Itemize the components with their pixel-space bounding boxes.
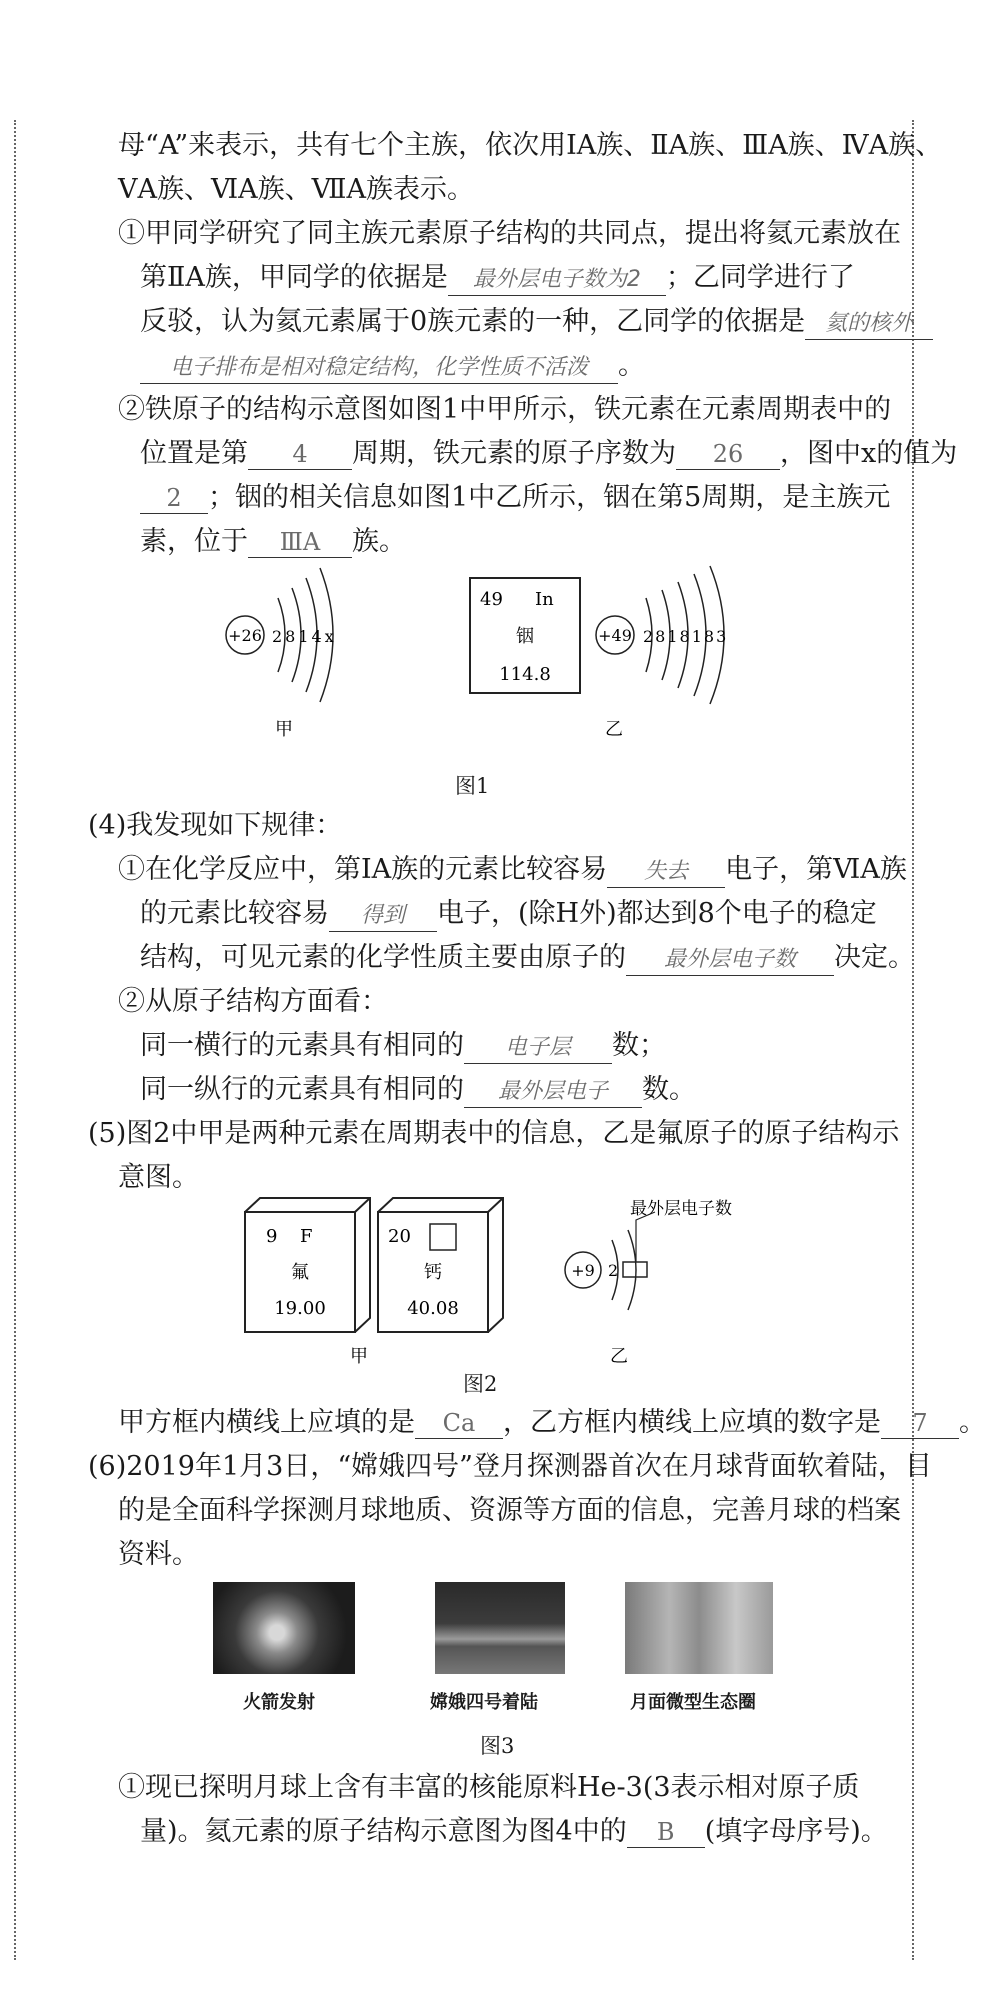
text-line	[118, 984, 388, 1020]
text-line	[88, 808, 342, 844]
text-segment: 位置是第	[140, 438, 248, 469]
handwritten-answer: 失去	[607, 857, 725, 888]
indium-number: 49	[480, 589, 503, 610]
text-line	[118, 852, 907, 888]
text-segment: 同一纵行的元素具有相同的	[140, 1074, 464, 1105]
text-line	[118, 216, 901, 252]
text-segment: 数；	[612, 1030, 666, 1061]
outer-electron-callout: 最外层电子数	[630, 1199, 732, 1219]
fluorine-atom-label: 乙	[610, 1346, 628, 1367]
right-dotted-border	[912, 120, 914, 1960]
indium-symbol: In	[535, 589, 554, 610]
indium-shells: 2818183	[643, 627, 729, 646]
text-segment: ①在化学反应中，第ⅠA族的元素比较容易	[118, 854, 608, 885]
text-segment: 族。	[352, 526, 406, 557]
handwritten-answer: ⅢA	[248, 527, 352, 558]
photo-caption: 火箭发射	[243, 1692, 315, 1713]
text-line	[140, 436, 957, 472]
text-line	[140, 348, 645, 384]
calcium-number: 20	[388, 1226, 411, 1247]
indium-nucleus: +49	[598, 626, 632, 645]
text-line	[140, 940, 915, 976]
text-segment: 母“A”来表示，共有七个主族，依次用ⅠA族、ⅡA族、ⅢA族、ⅣA族、	[118, 130, 943, 161]
photo-caption: 月面微型生态圈	[630, 1692, 756, 1713]
text-segment: (4)我发现如下规律：	[88, 810, 343, 841]
fluorine-mass: 19.00	[274, 1298, 326, 1319]
calcium-symbol-blank	[430, 1224, 456, 1250]
figure-1-caption: 图1	[455, 774, 490, 798]
text-segment: ②铁原子的结构示意图如图1中甲所示，铁元素在元素周期表中的	[118, 394, 892, 425]
text-segment: 结构，可见元素的化学性质主要由原子的	[140, 942, 626, 973]
handwritten-answer: 氦的核外	[805, 309, 933, 340]
text-line	[140, 1028, 666, 1064]
fluorine-nucleus: +9	[571, 1261, 595, 1280]
fluorine-periodic-cell	[245, 1198, 370, 1332]
text-line	[118, 1770, 860, 1806]
text-line	[118, 1537, 199, 1573]
text-line	[140, 524, 406, 560]
fluorine-atom-diagram	[565, 1199, 732, 1367]
text-segment: 电子，第ⅥA族	[725, 854, 907, 885]
photo-caption: 嫦娥四号着陆	[430, 1692, 538, 1713]
handwritten-answer: 7	[881, 1408, 959, 1439]
text-line	[118, 1405, 986, 1441]
handwritten-answer: Ca	[415, 1408, 503, 1439]
text-line	[140, 260, 855, 296]
text-segment: ①现已探明月球上含有丰富的核能原料He-3(3表示相对原子质	[118, 1772, 860, 1803]
handwritten-answer: 最外层电子数	[626, 945, 834, 976]
text-segment: ⅤA族、ⅥA族、ⅦA族表示。	[118, 174, 474, 205]
text-line	[118, 172, 474, 208]
text-segment: 数。	[642, 1074, 696, 1105]
calcium-name: 钙	[424, 1262, 442, 1283]
outer-electron-blank	[623, 1262, 647, 1277]
text-segment: 的是全面科学探测月球地质、资源等方面的信息，完善月球的档案	[118, 1495, 901, 1526]
lander-photo	[435, 1582, 565, 1674]
handwritten-answer: 电子排布是相对稳定结构，化学性质不活泼	[140, 353, 618, 384]
calcium-mass: 40.08	[407, 1298, 459, 1319]
indium-atom-diagram	[596, 566, 728, 740]
handwritten-answer: 最外层电子数为2	[448, 265, 666, 296]
rocket-launch-photo	[213, 1582, 355, 1674]
text-segment: ，乙方框内横线上应填的数字是	[503, 1407, 881, 1438]
text-line	[140, 1072, 696, 1108]
text-line	[140, 896, 877, 932]
fluorine-name: 氟	[291, 1262, 309, 1283]
text-line	[88, 1116, 899, 1152]
text-segment: (6)2019年1月3日，“嫦娥四号”登月探测器首次在月球背面软着陆，目	[88, 1451, 932, 1482]
text-segment: 电子，(除H外)都达到8个电子的稳定	[437, 898, 877, 929]
handwritten-answer: 4	[248, 439, 352, 470]
text-segment: 资料。	[118, 1539, 199, 1570]
text-segment: 甲方框内横线上应填的是	[118, 1407, 415, 1438]
text-line	[140, 480, 890, 516]
fe-atom-diagram	[226, 568, 337, 740]
figure-2	[230, 1190, 790, 1367]
left-dotted-border	[14, 120, 16, 1960]
text-segment: ；铟的相关信息如图1中乙所示，铟在第5周期，是主族元	[208, 482, 891, 513]
handwritten-answer: 26	[676, 439, 780, 470]
text-segment: (5)图2中甲是两种元素在周期表中的信息，乙是氟原子的原子结构示	[88, 1118, 900, 1149]
fluorine-number: 9	[266, 1226, 278, 1247]
text-segment: 周期，铁元素的原子序数为	[352, 438, 676, 469]
text-segment: 量)。氦元素的原子结构示意图为图4中的	[140, 1816, 627, 1847]
handwritten-answer: 得到	[329, 901, 437, 932]
figure-2-caption: 图2	[463, 1372, 498, 1396]
text-segment: 决定。	[834, 942, 915, 973]
text-segment: ②从原子结构方面看：	[118, 986, 388, 1017]
text-segment: 。	[959, 1407, 986, 1438]
figure-1	[200, 560, 760, 790]
indium-name: 铟	[516, 626, 534, 647]
handwritten-answer: B	[627, 1817, 705, 1848]
calcium-periodic-cell	[378, 1198, 503, 1332]
text-segment: 意图。	[118, 1162, 199, 1193]
text-segment: 的元素比较容易	[140, 898, 329, 929]
text-segment: ①甲同学研究了同主族元素原子结构的共同点，提出将氦元素放在	[118, 218, 901, 249]
fe-label: 甲	[275, 719, 293, 740]
text-line	[118, 1160, 199, 1196]
indium-mass: 114.8	[499, 664, 551, 685]
figure-2-label-jia: 甲	[350, 1346, 368, 1367]
text-segment: 。	[618, 350, 645, 381]
text-line	[140, 304, 933, 340]
text-segment: ，图中x的值为	[780, 438, 958, 469]
text-line	[140, 1814, 888, 1850]
handwritten-answer: 电子层	[464, 1033, 612, 1064]
fluorine-symbol: F	[300, 1226, 313, 1247]
micro-ecosystem-photo	[625, 1582, 773, 1674]
text-segment: 同一横行的元素具有相同的	[140, 1030, 464, 1061]
text-segment: 素，位于	[140, 526, 248, 557]
handwritten-answer: 最外层电子	[464, 1077, 642, 1108]
text-line	[88, 1449, 932, 1485]
indium-label: 乙	[605, 719, 623, 740]
fluorine-first-shell: 2	[608, 1261, 619, 1280]
text-segment: 第ⅡA族，甲同学的依据是	[140, 262, 448, 293]
text-line	[118, 1493, 901, 1529]
fe-shells: 2814x	[272, 627, 337, 646]
text-segment: 反驳，认为氦元素属于0族元素的一种，乙同学的依据是	[140, 306, 806, 337]
handwritten-answer: 2	[140, 483, 208, 514]
text-line	[118, 392, 891, 428]
text-segment: ；乙同学进行了	[665, 262, 855, 293]
indium-periodic-cell	[470, 578, 580, 693]
text-segment: (填字母序号)。	[704, 1816, 888, 1847]
text-line	[118, 128, 942, 164]
figure-3-caption: 图3	[480, 1734, 515, 1758]
fe-nucleus: +26	[228, 626, 262, 645]
